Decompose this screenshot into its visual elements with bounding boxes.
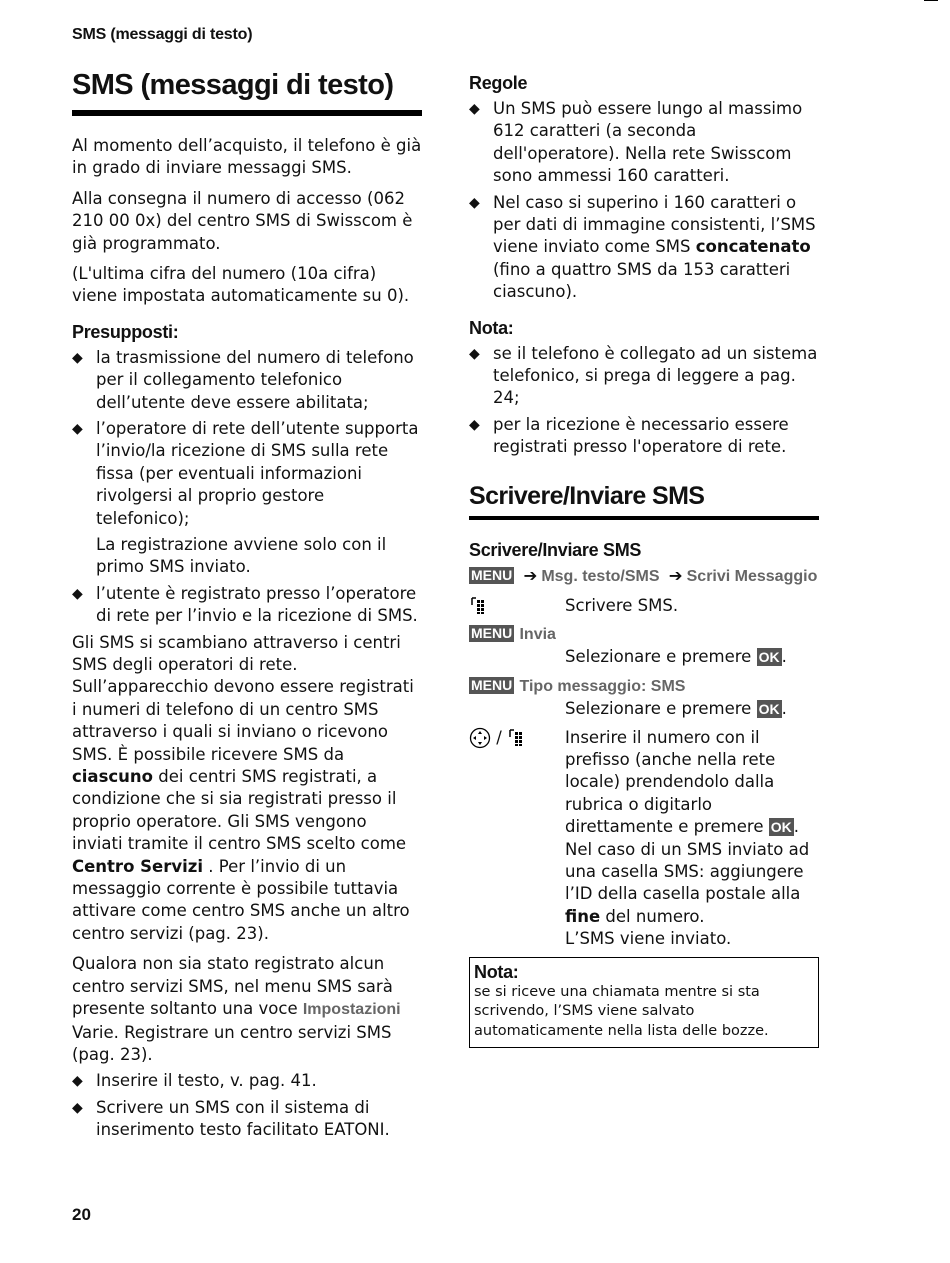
bullet-icon: ◆ <box>469 101 480 117</box>
bullet-icon: ◆ <box>72 349 83 366</box>
menu-item-invia: Invia <box>519 626 556 643</box>
note-heading: Nota: <box>469 317 514 338</box>
menu-type <box>469 675 819 698</box>
menu-key: MENU <box>471 567 513 584</box>
rules-heading: Regole <box>469 73 528 93</box>
bullet-icon: ◆ <box>469 194 480 211</box>
bullet-icon: ◆ <box>72 1099 83 1116</box>
list-item: ◆ Nel caso si superino i 160 caratteri o per dati di immagine consistenti, l’SMS viene inviato come SMS concatenato (fino a quattro SMS da 153 caratteri ciascuno). <box>469 192 816 302</box>
bullet-icon: ◆ <box>72 420 83 437</box>
bullet-icon: ◆ <box>72 1073 83 1090</box>
keypad-icon <box>507 728 527 748</box>
note-box <box>469 957 819 1049</box>
menu-path <box>469 565 819 588</box>
step-mailbox-text: Nel caso di un SMS inviato ad una casella SMS: aggiungere l’ID della casella postale alla fine del numero. <box>565 839 810 926</box>
list-item: ◆ se il telefono è collegato ad un sistema telefonico, si prega di leggere a pag. 24; <box>469 343 818 408</box>
corner-mark <box>924 0 938 1</box>
menu-item-tipo-messaggio: Tipo messaggio: SMS <box>519 677 686 695</box>
step-write-text: Scrivere SMS. <box>565 595 679 615</box>
arrow-icon: ➔ <box>668 566 683 586</box>
step-number-text: Inserire il numero con il prefisso (anche nella rete locale) prendendolo dalla rubrica o digitarlo direttamente e premere OK . <box>565 727 799 837</box>
prerequisite-note: La registrazione avviene solo con il primo SMS inviato. <box>96 534 387 577</box>
bullet-icon: ◆ <box>469 345 480 362</box>
page-title: SMS (messaggi di testo) <box>72 70 422 116</box>
intro-paragraph-1: Al momento dell’acquisto, il telefono è già in grado di inviare messaggi SMS. <box>72 135 422 178</box>
bullet-icon: ◆ <box>469 416 480 433</box>
menu-send <box>469 623 819 646</box>
no-center-paragraph: Qualora non sia stato registrato alcun centro servizi SMS, nel menu SMS sarà presente soltanto una voce Impostazioni Varie. Registrare un centro servizi SMS (pag. 23). <box>72 954 401 1064</box>
menu-item-impostazioni: Impostazioni <box>302 1001 401 1019</box>
sms-centers-paragraph: Gli SMS si scambiano attraverso i centri SMS degli operatori di rete. Sull’apparecchio devono essere registrati i numeri di telefono di un centro SMS attraverso i quali si inviano o ricevono SMS. È possibile ricevere SMS da ciascuno dei centri SMS registrati, a condizione che si sia registrati presso il proprio operatore. Gli SMS vengono inviati tramite il centro SMS scelto come Centro Servizi . Per l’invio di un messaggio corrente è possibile tuttavia attivare come centro SMS anche un altro centro servizi (pag. 23). <box>72 632 414 943</box>
list-item: ◆ l’utente è registrato presso l’operatore di rete per l’invio e la ricezione di SMS. <box>72 583 418 626</box>
bullet-icon: ◆ <box>72 585 83 602</box>
keypad-icon <box>469 596 489 616</box>
step-select-type: Selezionare e premere OK . <box>565 699 787 719</box>
section-title: Scrivere/Inviare SMS <box>469 483 819 521</box>
menu-key: MENU <box>471 676 513 693</box>
left-column <box>72 70 422 1146</box>
keypad-symbol <box>469 595 565 617</box>
slash-separator: / <box>496 727 502 747</box>
subsection-title: Scrivere/Inviare SMS <box>469 540 642 561</box>
ok-key: OK <box>770 819 792 836</box>
nav-and-keypad-symbols <box>469 727 565 951</box>
list-item: ◆ la trasmissione del numero di telefono per il collegamento telefonico dell’utente deve essere abilitata; <box>72 347 414 412</box>
list-item: ◆ Scrivere un SMS con il sistema di inserimento testo facilitato EATONI. <box>72 1097 390 1140</box>
note-box-text: se si riceve una chiamata mentre si sta scrivendo, l’SMS viene salvato automaticamente nella lista delle bozze. <box>474 983 769 1039</box>
running-header: SMS (messaggi di testo) <box>72 26 253 43</box>
note-box-heading: Nota: <box>474 961 519 982</box>
step-select-send: Selezionare e premere OK . <box>565 647 787 667</box>
menu-item-scrivi-messaggio: Scrivi Messaggio <box>686 568 818 586</box>
ok-key: OK <box>758 649 780 666</box>
note-list <box>469 343 819 459</box>
page-number: 20 <box>72 1205 91 1224</box>
prerequisites-list <box>72 347 422 628</box>
step-number <box>469 727 819 951</box>
list-item: ◆ per la ricezione è necessario essere registrati presso l'operatore di rete. <box>469 414 789 457</box>
right-column <box>469 73 819 1048</box>
step-sent-text: L’SMS viene inviato. <box>565 929 732 949</box>
control-key-icon <box>469 727 491 749</box>
prerequisites-heading: Presupposti: <box>72 321 179 342</box>
arrow-icon: ➔ <box>523 566 538 586</box>
text-entry-list <box>72 1070 422 1141</box>
menu-item-msg-testo: Msg. testo/SMS <box>541 568 660 586</box>
list-item: ◆ Inserire il testo, v. pag. 41. <box>72 1070 422 1092</box>
intro-paragraph-2: Alla consegna il numero di accesso (062 210 00 0x) del centro SMS di Swisscom è già programmato. <box>72 188 413 253</box>
list-item: ◆ l’operatore di rete dell’utente supporta l’invio/la ricezione di SMS sulla rete fissa (per eventuali informazioni rivolgersi al proprio gestore telefonico); La registrazione avviene solo con il primo SMS inviato. <box>72 418 422 579</box>
list-item: ◆ Un SMS può essere lungo al massimo 612 caratteri (a seconda dell'operatore). Nella rete Swisscom sono ammessi 160 caratteri. <box>469 99 803 186</box>
step-write <box>469 595 819 617</box>
rules-list <box>469 98 819 304</box>
menu-key: MENU <box>471 625 513 641</box>
intro-paragraph-3: (L'ultima cifra del numero (10a cifra) viene impostata automaticamente su 0). <box>72 263 410 306</box>
ok-key: OK <box>758 701 780 718</box>
